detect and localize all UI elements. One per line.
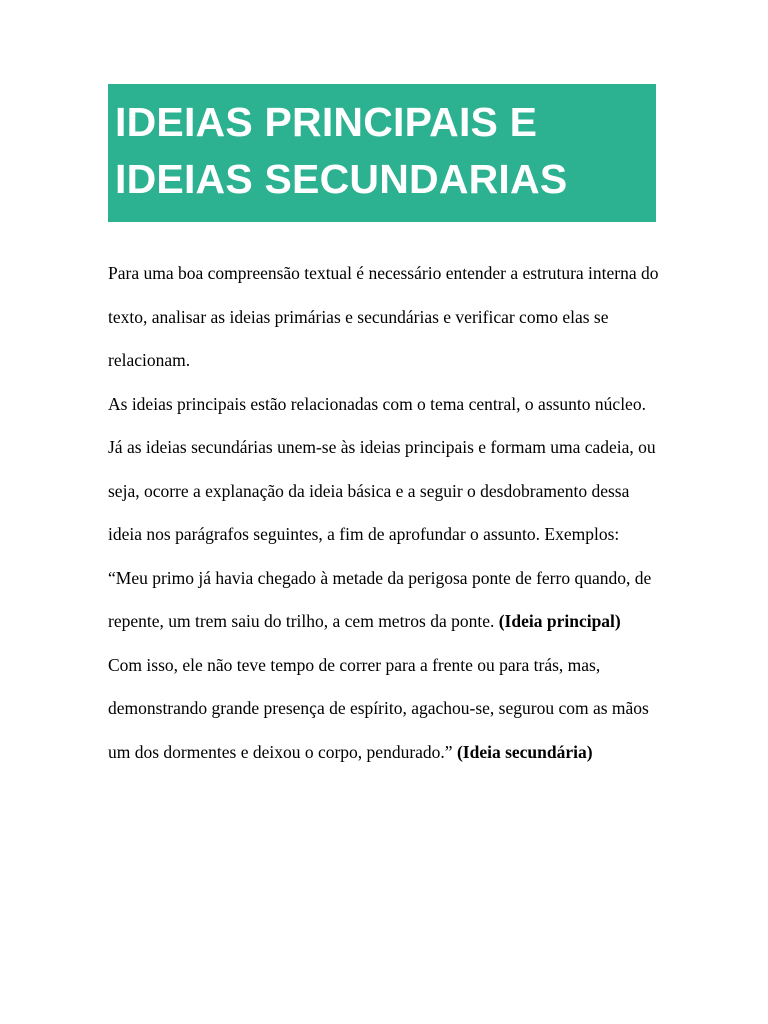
paragraph-3-run-1: “Meu primo já havia chegado à metade da perigosa ponte de ferro quando, de repente, um trem saiu do trilho, a cem metros da ponte. (108, 567, 652, 631)
document-body (108, 252, 660, 774)
paragraph-1-run-1: Para uma boa compreensão textual é necessário entender a estrutura interna do texto, analisar as ideias primárias e secundárias e verificar como elas se relacionam. (108, 263, 659, 370)
document-title-banner (108, 84, 656, 222)
paragraph-4-run-1: Com isso, ele não teve tempo de correr para a frente ou para trás, mas, demonstrando grande presença de espírito, agachou-se, segurou com as mãos um dos dormentes e deixou o corpo, pendurado.” (108, 654, 649, 762)
paragraph-4 (108, 644, 660, 775)
document-title-line-1: IDEIAS PRINCIPAIS E (115, 99, 538, 145)
paragraph-3-run-2: (Ideia principal) (498, 611, 621, 631)
paragraph-4-run-2: (Ideia secundária) (456, 741, 593, 762)
paragraph-2-run-1: As ideias principais estão relacionadas com o tema central, o assunto núcleo. Já as ideias secundárias unem-se às ideias principais e formam uma cadeia, ou seja, ocorre a explanação da ideia básica e a seguir o desdobramento dessa ideia nos parágrafos seguintes, a fim de aprofundar o assunto. Exemplos: (108, 393, 656, 544)
paragraph-3 (108, 557, 660, 644)
paragraph-1 (108, 252, 660, 383)
paragraph-2 (108, 383, 660, 557)
document-title-line-2: IDEIAS SECUNDARIAS (115, 156, 568, 202)
